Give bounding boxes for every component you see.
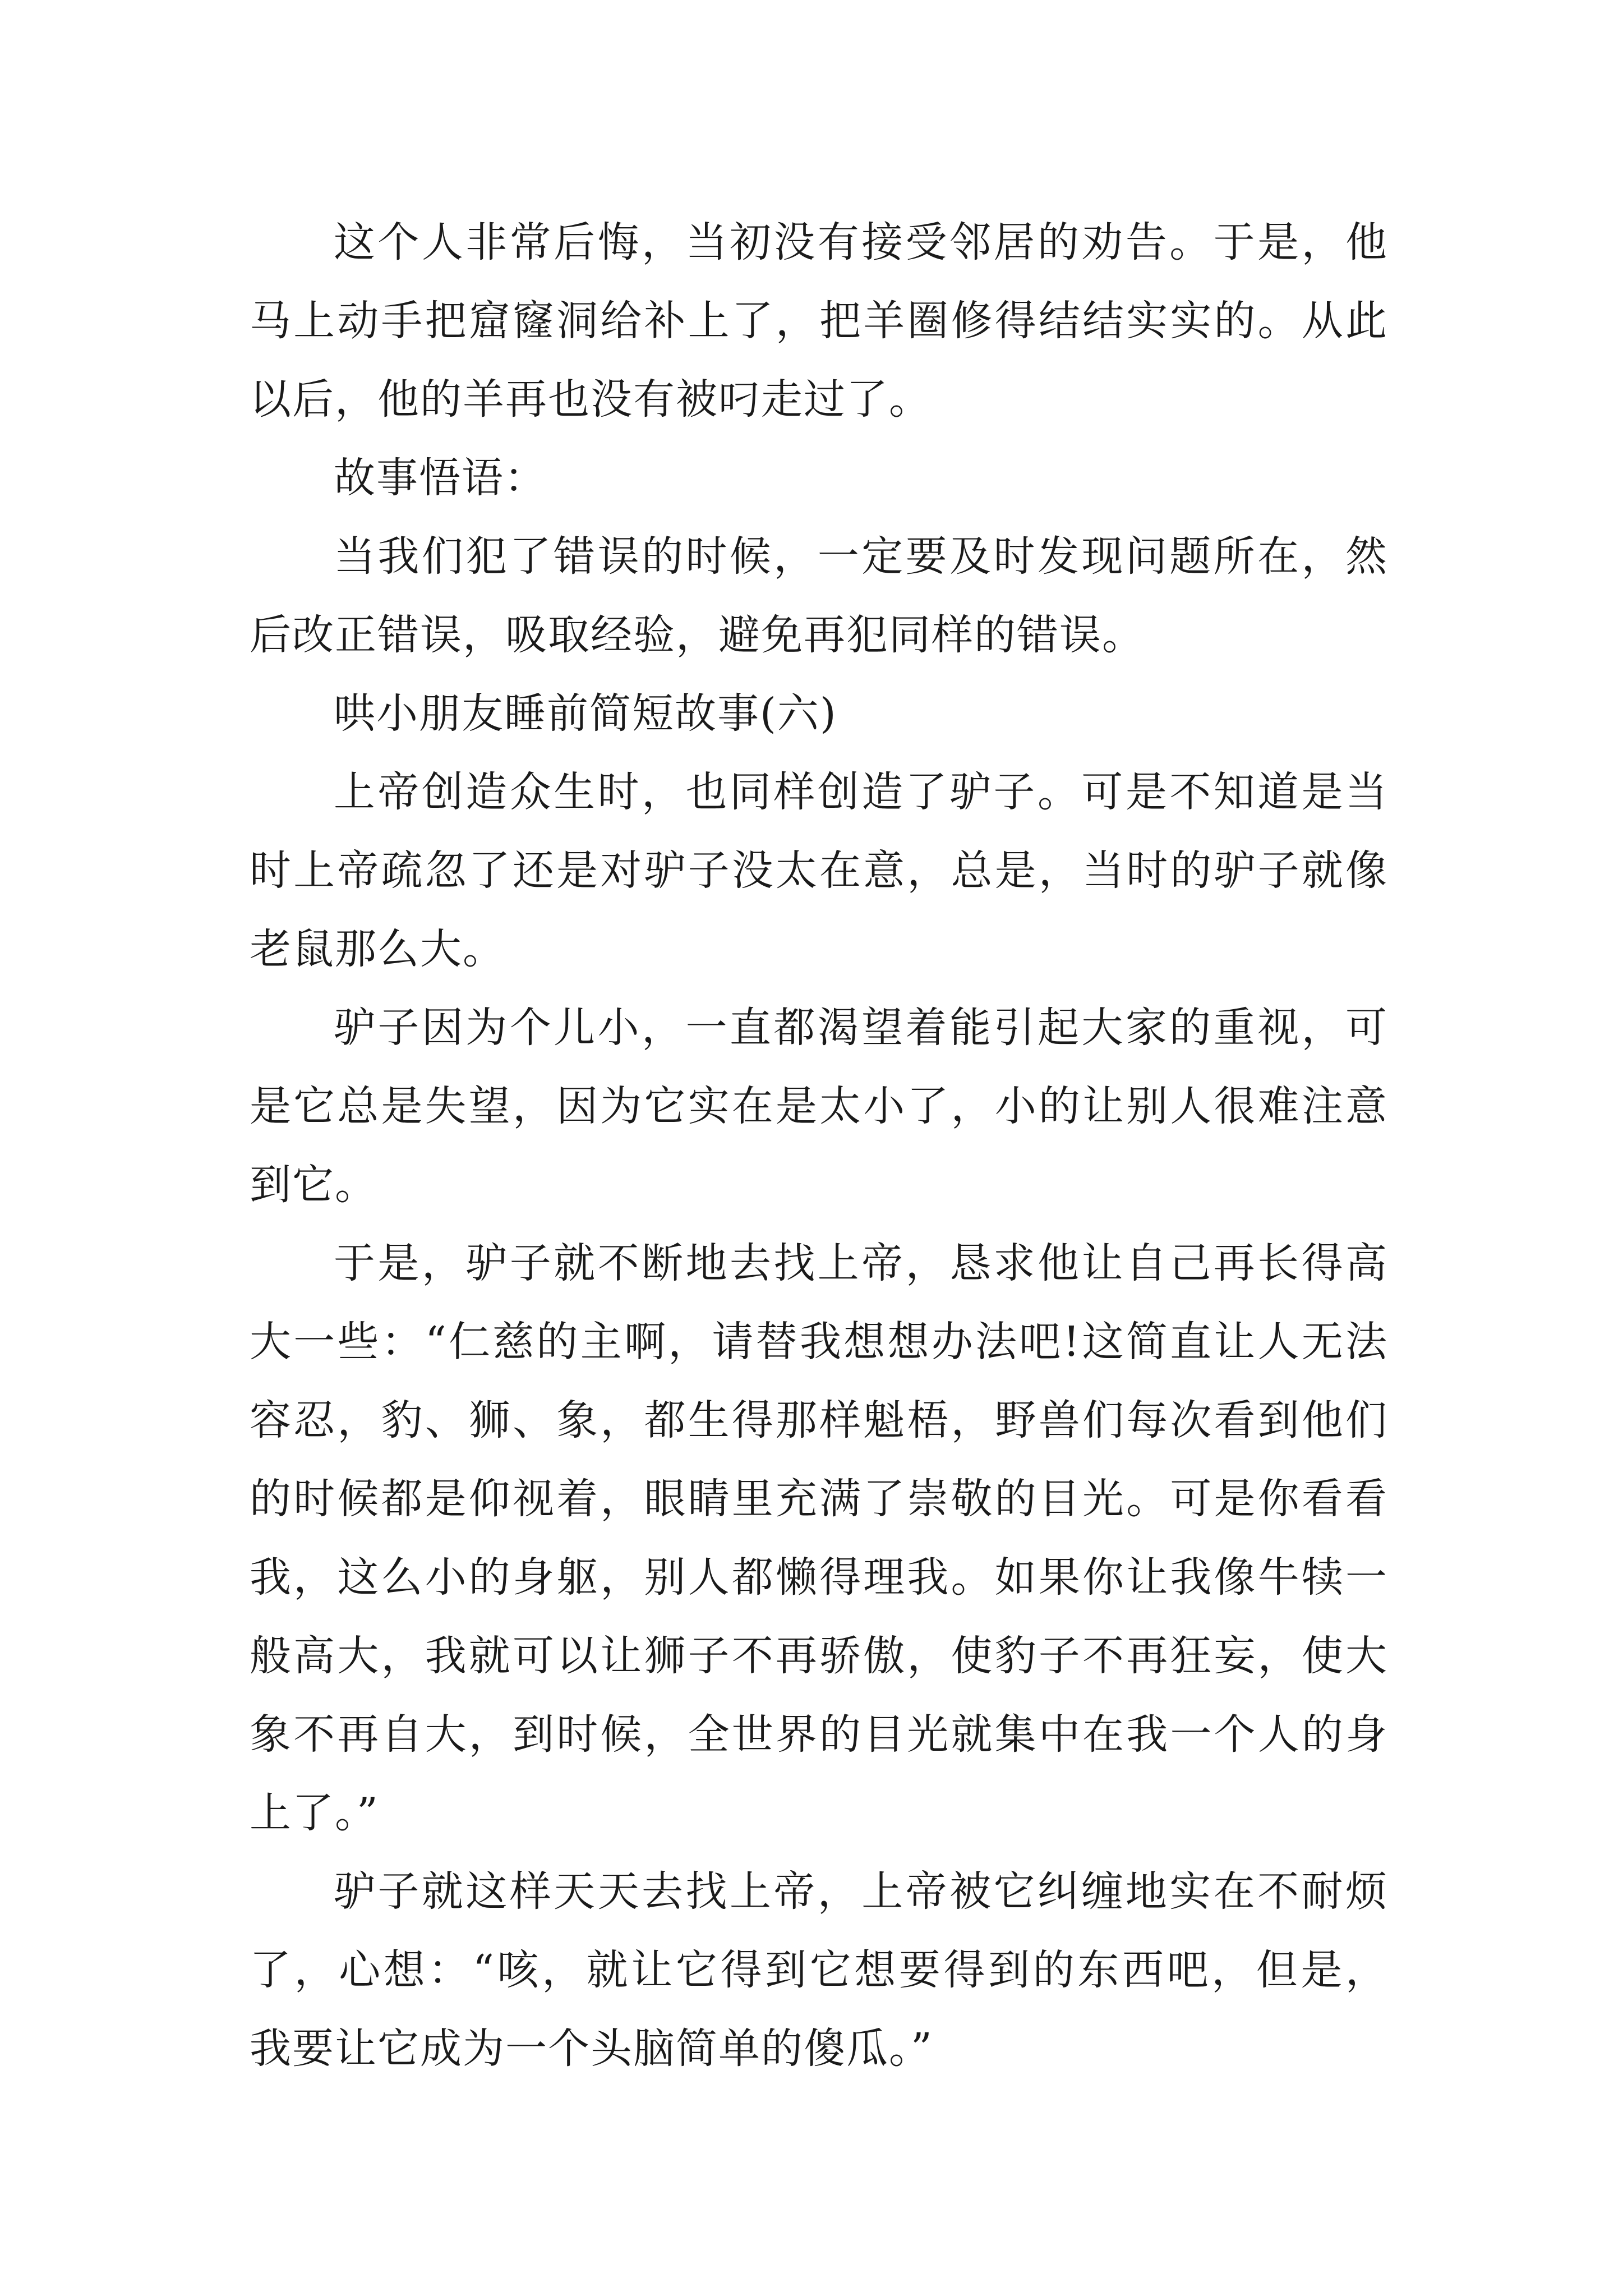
- text-line: 故事悟语：: [334, 454, 547, 502]
- text-line: 到它。: [250, 1161, 377, 1209]
- text-line: 我要让它成为一个头脑简单的傻瓜。”: [250, 2024, 933, 2073]
- text-line: 驴子因为个儿小，一直都渴望着能引起大家的重视，可: [334, 1004, 1388, 1052]
- text-line: 上了。”: [250, 1789, 379, 1837]
- text-line: 了，心想：“咳，就让它得到它想要得到的东西吧，但是，: [250, 1946, 1388, 1994]
- text-line: 于是，驴子就不断地去找上帝，恳求他让自己再长得高: [334, 1239, 1388, 1287]
- text-line: 是它总是失望，因为它实在是太小了，小的让别人很难注意: [250, 1082, 1388, 1130]
- text-line: 驴子就这样天天去找上帝，上帝被它纠缠地实在不耐烦: [334, 1867, 1388, 1916]
- text-line: 的时候都是仰视着，眼睛里充满了崇敬的目光。可是你看看: [250, 1475, 1388, 1523]
- text-line: 我，这么小的身躯，别人都懒得理我。如果你让我像牛犊一: [250, 1553, 1388, 1602]
- paragraph-god-reply: [250, 1852, 1388, 2088]
- paragraph-moral: [250, 517, 1388, 674]
- text-line: 般高大，我就可以让狮子不再骄傲，使豹子不再狂妄，使大: [250, 1632, 1388, 1680]
- paragraph-creation: [250, 753, 1388, 988]
- paragraph-plea: [250, 1224, 1388, 1852]
- text-line: 后改正错误，吸取经验，避免再犯同样的错误。: [250, 611, 1145, 659]
- text-line: 哄小朋友睡前简短故事(六): [334, 689, 837, 738]
- paragraph-regret: [250, 203, 1388, 439]
- text-line: 容忍，豹、狮、象，都生得那样魁梧，野兽们每次看到他们: [250, 1396, 1388, 1444]
- text-line: 马上动手把窟窿洞给补上了，把羊圈修得结结实实的。从此: [250, 297, 1388, 345]
- text-line: 大一些：“仁慈的主啊，请替我想想办法吧!这简直让人无法: [250, 1318, 1388, 1366]
- text-line: 象不再自大，到时候，全世界的目光就集中在我一个人的身: [250, 1710, 1388, 1759]
- text-line: 老鼠那么大。: [250, 925, 505, 973]
- text-line: 以后，他的羊再也没有被叼走过了。: [250, 375, 932, 424]
- paragraph-moral-heading: [250, 439, 1388, 517]
- text-line: 这个人非常后悔，当初没有接受邻居的劝告。于是，他: [334, 218, 1388, 266]
- paragraph-small-donkey: [250, 988, 1388, 1224]
- text-line: 当我们犯了错误的时候，一定要及时发现问题所在，然: [334, 532, 1388, 581]
- document-body: [250, 203, 1388, 2088]
- story-title: [250, 674, 1388, 753]
- text-line: 时上帝疏忽了还是对驴子没太在意，总是，当时的驴子就像: [250, 846, 1388, 895]
- text-line: 上帝创造众生时，也同样创造了驴子。可是不知道是当: [334, 768, 1388, 816]
